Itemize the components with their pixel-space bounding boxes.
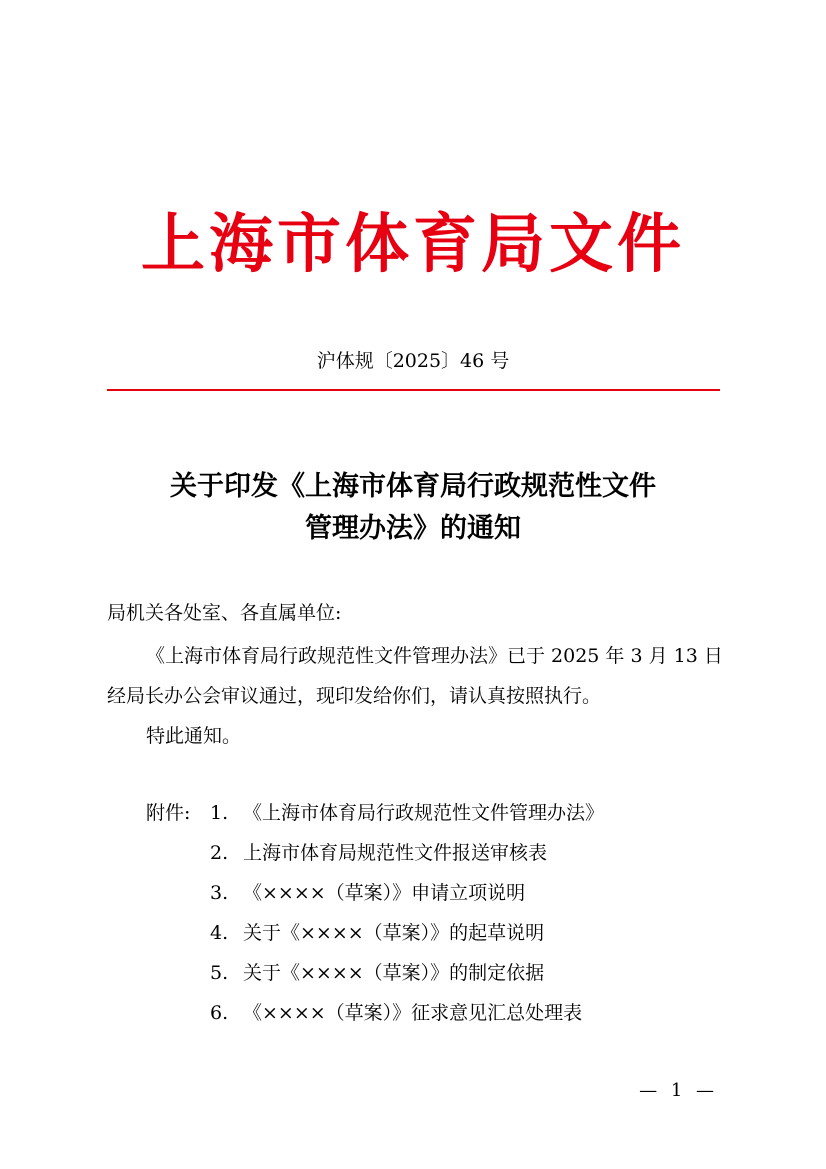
attachment-1-number: 1. xyxy=(210,802,229,824)
attachment-6-number: 6. xyxy=(210,1002,229,1024)
attachment-2-text: 上海市体育局规范性文件报送审核表 xyxy=(243,842,548,864)
attachment-3-number: 3. xyxy=(210,882,229,904)
body-paragraph-line-1: 《上海市体育局行政规范性文件管理办法》已于 2025 年 3 月 13 日 xyxy=(146,645,723,667)
body-paragraph-line-2: 经局长办公会审议通过，现印发给你们，请认真按照执行。 xyxy=(107,685,602,707)
document-header-title: 上海市体育局文件 xyxy=(141,207,685,282)
attachment-5-number: 5. xyxy=(210,962,229,984)
page-number: — 1 — xyxy=(639,1080,718,1101)
attachment-5-text: 关于《××××（草案）》的制定依据 xyxy=(243,962,545,984)
document-title-line-2: 管理办法》的通知 xyxy=(305,513,521,544)
document-title xyxy=(0,466,826,550)
attachment-4-text: 关于《××××（草案）》的起草说明 xyxy=(243,922,545,944)
document-title-line-1: 关于印发《上海市体育局行政规范性文件 xyxy=(170,471,656,502)
closing-text: 特此通知。 xyxy=(146,725,242,747)
document-number: 沪体规〔2025〕46 号 xyxy=(316,350,510,372)
attachment-3-text: 《××××（草案）》申请立项说明 xyxy=(243,882,526,904)
header-divider xyxy=(107,389,720,391)
salutation: 局机关各处室、各直属单位: xyxy=(107,602,342,624)
attachments-label: 附件: xyxy=(146,802,191,824)
attachment-4-number: 4. xyxy=(210,922,229,944)
attachment-1-text: 《上海市体育局行政规范性文件管理办法》 xyxy=(243,802,605,824)
attachment-2-number: 2. xyxy=(210,842,229,864)
attachment-6-text: 《××××（草案）》征求意见汇总处理表 xyxy=(243,1002,583,1024)
